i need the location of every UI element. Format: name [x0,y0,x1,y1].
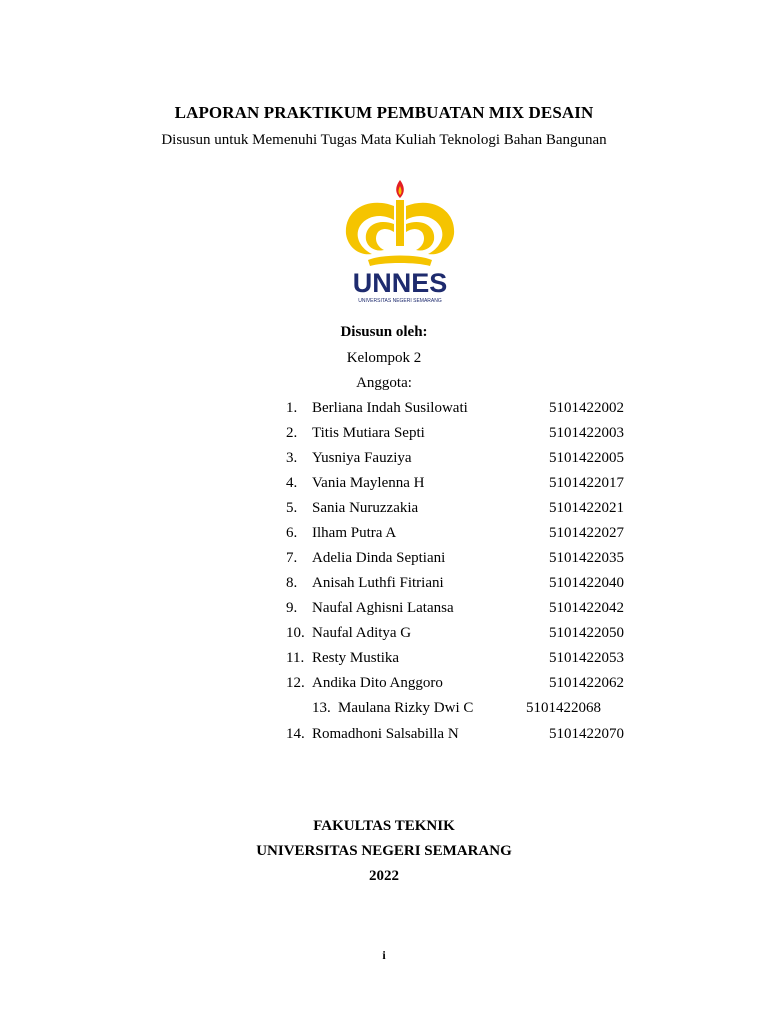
member-nim: 5101422042 [549,600,624,616]
member-name: Adelia Dinda Septiani [312,550,446,566]
unnes-logo-icon [338,176,462,310]
member-name: Maulana Rizky Dwi C [338,700,474,716]
member-number: 14. [286,726,305,742]
member-number: 9. [286,600,298,616]
member-nim: 5101422050 [549,625,624,641]
member-row [0,475,768,497]
member-row [0,425,768,447]
member-name: Ilham Putra A [312,525,397,541]
member-name: Andika Dito Anggoro [312,675,443,691]
member-name: Naufal Aghisni Latansa [312,600,454,616]
member-nim: 5101422005 [549,450,624,466]
member-number: 4. [286,475,298,491]
member-row [0,650,768,672]
member-row [0,550,768,572]
logo-tagline: UNIVERSITAS NEGERI SEMARANG [358,298,442,304]
member-number: 13. [312,700,331,716]
page-number: i [382,948,386,962]
member-row [0,675,768,697]
member-number: 6. [286,525,298,541]
member-name: Titis Mutiara Septi [312,425,425,441]
member-number: 7. [286,550,298,566]
member-row [0,400,768,422]
member-name: Naufal Aditya G [312,625,412,641]
member-name: Romadhoni Salsabilla N [312,726,459,742]
member-name: Vania Maylenna H [312,475,425,491]
member-number: 12. [286,675,305,691]
member-number: 11. [286,650,305,666]
member-number: 10. [286,625,305,641]
member-nim: 5101422053 [549,650,624,666]
members-label: Anggota: [356,375,412,391]
member-row [0,450,768,472]
member-number: 3. [286,450,298,466]
member-row [0,575,768,597]
member-name: Anisah Luthfi Fitriani [312,575,444,591]
member-row [0,625,768,647]
member-row [0,600,768,622]
member-nim: 5101422003 [549,425,624,441]
member-row [0,500,768,522]
member-nim: 5101422035 [549,550,624,566]
member-nim: 5101422002 [549,400,624,416]
member-nim: 5101422017 [549,475,624,491]
member-nim: 5101422027 [549,525,624,541]
member-nim: 5101422062 [549,675,624,691]
member-name: Berliana Indah Susilowati [312,400,468,416]
member-number: 1. [286,400,298,416]
member-number: 5. [286,500,298,516]
member-row [0,700,768,722]
member-nim: 5101422040 [549,575,624,591]
report-subtitle: Disusun untuk Memenuhi Tugas Mata Kuliah Teknologi Bahan Bangunan [161,132,607,148]
member-name: Resty Mustika [312,650,400,666]
prepared-by-label: Disusun oleh: [340,324,428,340]
member-row [0,525,768,547]
member-name: Sania Nuruzzakia [312,500,419,516]
report-title: LAPORAN PRAKTIKUM PEMBUATAN MIX DESAIN [174,103,594,122]
member-nim: 5101422068 [526,700,601,716]
report-year: 2022 [369,868,399,884]
faculty-name: FAKULTAS TEKNIK [313,818,455,834]
group-name: Kelompok 2 [346,350,422,366]
member-name: Yusniya Fauziya [312,450,412,466]
member-number: 2. [286,425,298,441]
member-nim: 5101422070 [549,726,624,742]
university-name: UNIVERSITAS NEGERI SEMARANG [256,843,512,859]
member-nim: 5101422021 [549,500,624,516]
member-number: 8. [286,575,298,591]
member-row [0,726,768,748]
logo-wordmark: UNNES [352,268,448,298]
